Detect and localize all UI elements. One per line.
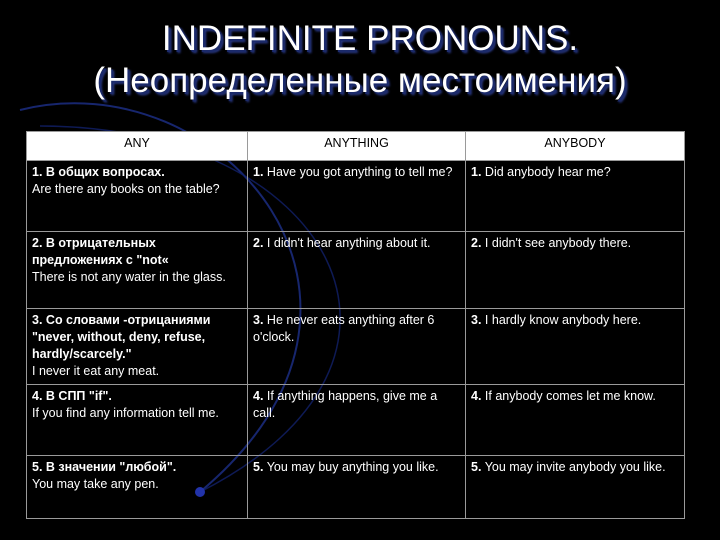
table-cell [248, 456, 466, 519]
table-cell [27, 309, 248, 385]
table-header-row [27, 132, 685, 161]
cell-example: I never it eat any meat. [32, 364, 160, 378]
cell-example: If you find any information tell me. [32, 406, 219, 420]
cell-number: 3. [32, 313, 43, 327]
cell-number: 2. [32, 236, 43, 250]
slide-title [0, 18, 720, 102]
cell-number: 1. [32, 165, 43, 179]
cell-example: I didn't hear anything about it. [266, 236, 431, 250]
table-cell [27, 232, 248, 309]
cell-example: You may invite anybody you like. [484, 460, 666, 474]
cell-example: He never eats anything after 6 o'clock. [253, 313, 435, 344]
cell-heading: В общих вопросах. [45, 165, 165, 179]
cell-example: There is not any water in the glass. [32, 270, 226, 284]
table-cell [466, 232, 685, 309]
table-cell [466, 385, 685, 456]
cell-example: I hardly know anybody here. [484, 313, 642, 327]
cell-heading: Со словами -отрицаниями "never, without, deny, refuse, hardly/scarcely." [32, 313, 211, 361]
cell-number: 1. [253, 165, 264, 179]
cell-example: Have you got anything to tell me? [266, 165, 453, 179]
cell-number: 4. [471, 389, 482, 403]
table-cell [27, 385, 248, 456]
cell-number: 2. [253, 236, 264, 250]
table-cell [248, 232, 466, 309]
cell-number: 5. [32, 460, 43, 474]
cell-number: 4. [253, 389, 264, 403]
title-line-1: INDEFINITE PRONOUNS. [161, 19, 579, 58]
table-row [27, 385, 685, 456]
table-cell [466, 456, 685, 519]
cell-example: Are there any books on the table? [32, 182, 220, 196]
cell-number: 4. [32, 389, 43, 403]
cell-number: 5. [471, 460, 482, 474]
table-cell [466, 309, 685, 385]
cell-example: You may buy anything you like. [266, 460, 439, 474]
table-row [27, 309, 685, 385]
cell-number: 5. [253, 460, 264, 474]
table-cell [248, 309, 466, 385]
cell-number: 3. [253, 313, 264, 327]
header-any: ANY [27, 132, 248, 161]
table-cell [248, 161, 466, 232]
table-cell [248, 385, 466, 456]
title-line-2: (Неопределенные местоимения) [93, 61, 627, 100]
cell-number: 2. [471, 236, 482, 250]
table-row [27, 161, 685, 232]
table-row [27, 456, 685, 519]
cell-example: You may take any pen. [32, 477, 159, 491]
table-row [27, 232, 685, 309]
pronoun-table [26, 131, 685, 519]
cell-number: 3. [471, 313, 482, 327]
cell-example: Did anybody hear me? [484, 165, 611, 179]
header-anything: ANYTHING [248, 132, 466, 161]
cell-example: If anybody comes let me know. [484, 389, 656, 403]
cell-example: If anything happens, give me a call. [253, 389, 438, 420]
header-anybody: ANYBODY [466, 132, 685, 161]
cell-heading: В отрицательных предложениях с "not« [32, 236, 169, 267]
cell-heading: В СПП "if". [45, 389, 112, 403]
table-cell [466, 161, 685, 232]
table-cell [27, 456, 248, 519]
cell-example: I didn't see anybody there. [484, 236, 632, 250]
cell-number: 1. [471, 165, 482, 179]
table-cell [27, 161, 248, 232]
cell-heading: В значении "любой". [45, 460, 177, 474]
